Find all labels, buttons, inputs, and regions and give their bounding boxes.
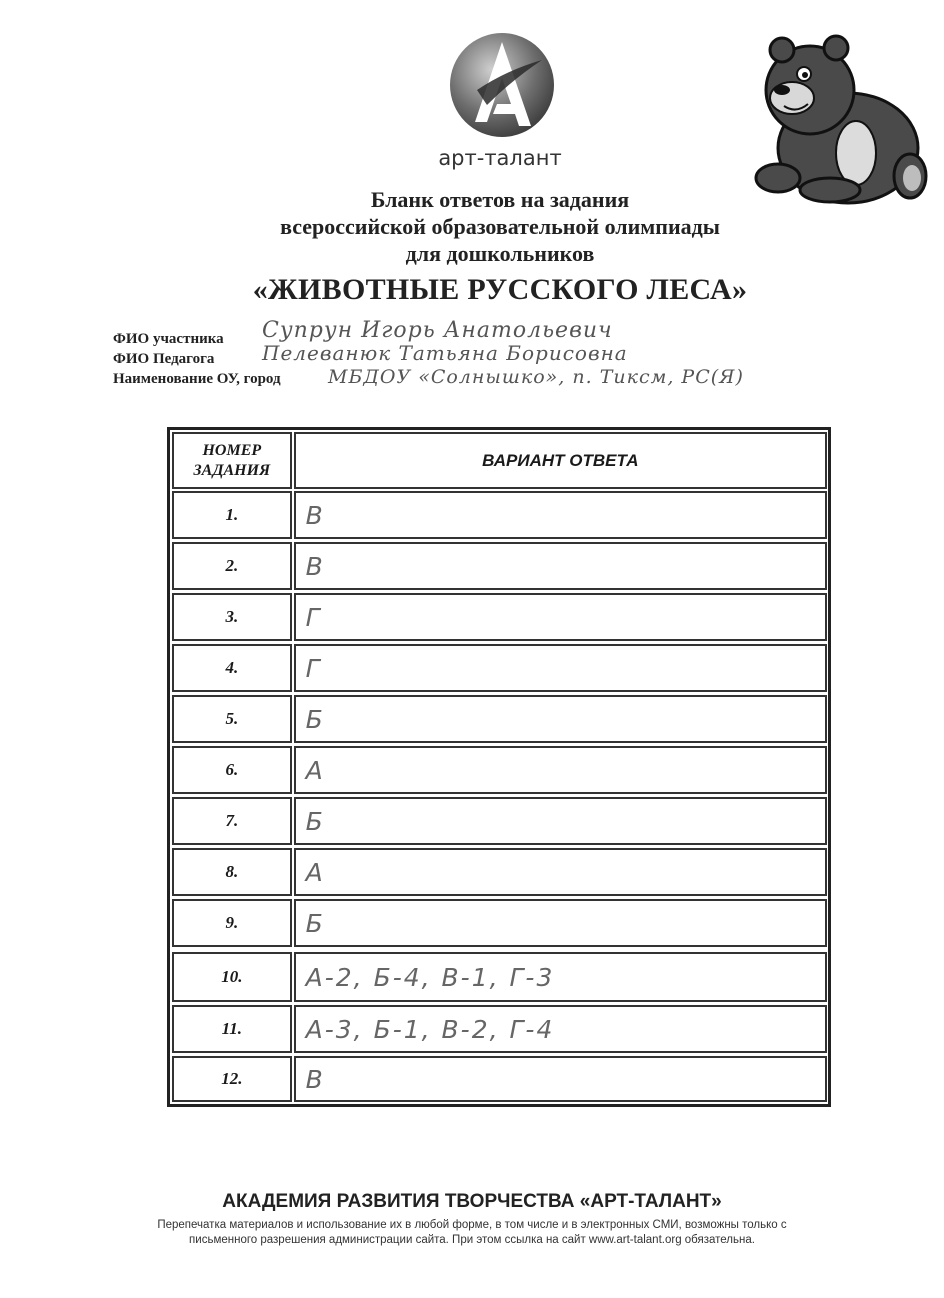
- table-header-row: [172, 432, 827, 489]
- olympiad-title: «ЖИВОТНЫЕ РУССКОГО ЛЕСА»: [252, 273, 748, 306]
- answer-value: А-3, Б-1, В-2, Г-4: [305, 1014, 555, 1044]
- participant-value: Супрун Игорь Анатольевич: [262, 318, 613, 343]
- answer-value: Г: [305, 653, 322, 683]
- footer-note-line-1: Перепечатка материалов и использование их в любой форме, в том числе и в электронных СМИ, возможны только с: [157, 1219, 787, 1231]
- task-number: 12.: [172, 1056, 292, 1102]
- answer-cell[interactable]: [294, 542, 827, 590]
- task-number: 2.: [172, 542, 292, 590]
- title-line-2: всероссийской образовательной олимпиады: [280, 214, 720, 239]
- school-value: МБДОУ «Солнышко», п. Тиксм, РС(Я): [328, 366, 744, 388]
- answer-value: А: [305, 857, 325, 887]
- footer-title: АКАДЕМИЯ РАЗВИТИЯ ТВОРЧЕСТВА «АРТ-ТАЛАНТ»: [222, 1191, 722, 1212]
- answer-cell[interactable]: [294, 695, 827, 743]
- answer-cell[interactable]: [294, 746, 827, 794]
- table-row: [172, 746, 827, 794]
- answer-value: Б: [305, 806, 325, 836]
- header-task-number: [172, 432, 292, 489]
- answer-cell[interactable]: [294, 797, 827, 845]
- table-row: [172, 542, 827, 590]
- answer-value: А-2, Б-4, В-1, Г-3: [305, 962, 555, 992]
- logo-text: арт-талант: [438, 146, 562, 170]
- table-row: [172, 952, 827, 1002]
- art-talant-logo: [447, 30, 557, 140]
- answer-cell[interactable]: [294, 952, 827, 1002]
- table-row: [172, 899, 827, 947]
- table-row: [172, 797, 827, 845]
- answer-cell[interactable]: [294, 491, 827, 539]
- answer-cell[interactable]: [294, 899, 827, 947]
- answer-cell[interactable]: [294, 644, 827, 692]
- table-row: [172, 695, 827, 743]
- table-row: [172, 593, 827, 641]
- task-number: 4.: [172, 644, 292, 692]
- task-number: 8.: [172, 848, 292, 896]
- task-number: 5.: [172, 695, 292, 743]
- task-number: 10.: [172, 952, 292, 1002]
- answer-value: В: [305, 551, 325, 581]
- table-row: [172, 1005, 827, 1053]
- header-num-line-1: НОМЕР: [202, 441, 262, 459]
- table-row: [172, 1056, 827, 1102]
- answer-cell[interactable]: [294, 1056, 827, 1102]
- bear-illustration: [748, 28, 928, 206]
- footer-note: [120, 1218, 824, 1248]
- school-label: Наименование ОУ, город: [113, 371, 281, 387]
- task-number: 7.: [172, 797, 292, 845]
- answer-value: Г: [305, 602, 322, 632]
- task-number: 9.: [172, 899, 292, 947]
- answer-value: В: [305, 1064, 325, 1094]
- answer-value: А: [305, 755, 325, 785]
- table-row: [172, 491, 827, 539]
- teacher-label: ФИО Педагога: [113, 351, 215, 367]
- table-row: [172, 644, 827, 692]
- answer-value: В: [305, 500, 325, 530]
- task-number: 11.: [172, 1005, 292, 1053]
- answer-cell[interactable]: [294, 848, 827, 896]
- teacher-value: Пелеванюк Татьяна Борисовна: [262, 341, 628, 365]
- task-number: 6.: [172, 746, 292, 794]
- answer-cell[interactable]: [294, 1005, 827, 1053]
- answer-value: Б: [305, 908, 325, 938]
- task-number: 3.: [172, 593, 292, 641]
- answer-cell[interactable]: [294, 593, 827, 641]
- participant-label: ФИО участника: [113, 331, 224, 347]
- header-answer: ВАРИАНТ ОТВЕТА: [294, 432, 827, 489]
- footer-note-line-2: письменного разрешения администрации сайта. При этом ссылка на сайт www.art-talant.org обязательна.: [189, 1234, 755, 1246]
- header-num-line-2: ЗАДАНИЯ: [193, 461, 271, 479]
- title-line-1: Бланк ответов на задания: [370, 187, 630, 212]
- title-block: [150, 186, 850, 309]
- task-number: 1.: [172, 491, 292, 539]
- answer-value: Б: [305, 704, 325, 734]
- title-line-3: для дошкольников: [405, 241, 595, 266]
- table-row: [172, 848, 827, 896]
